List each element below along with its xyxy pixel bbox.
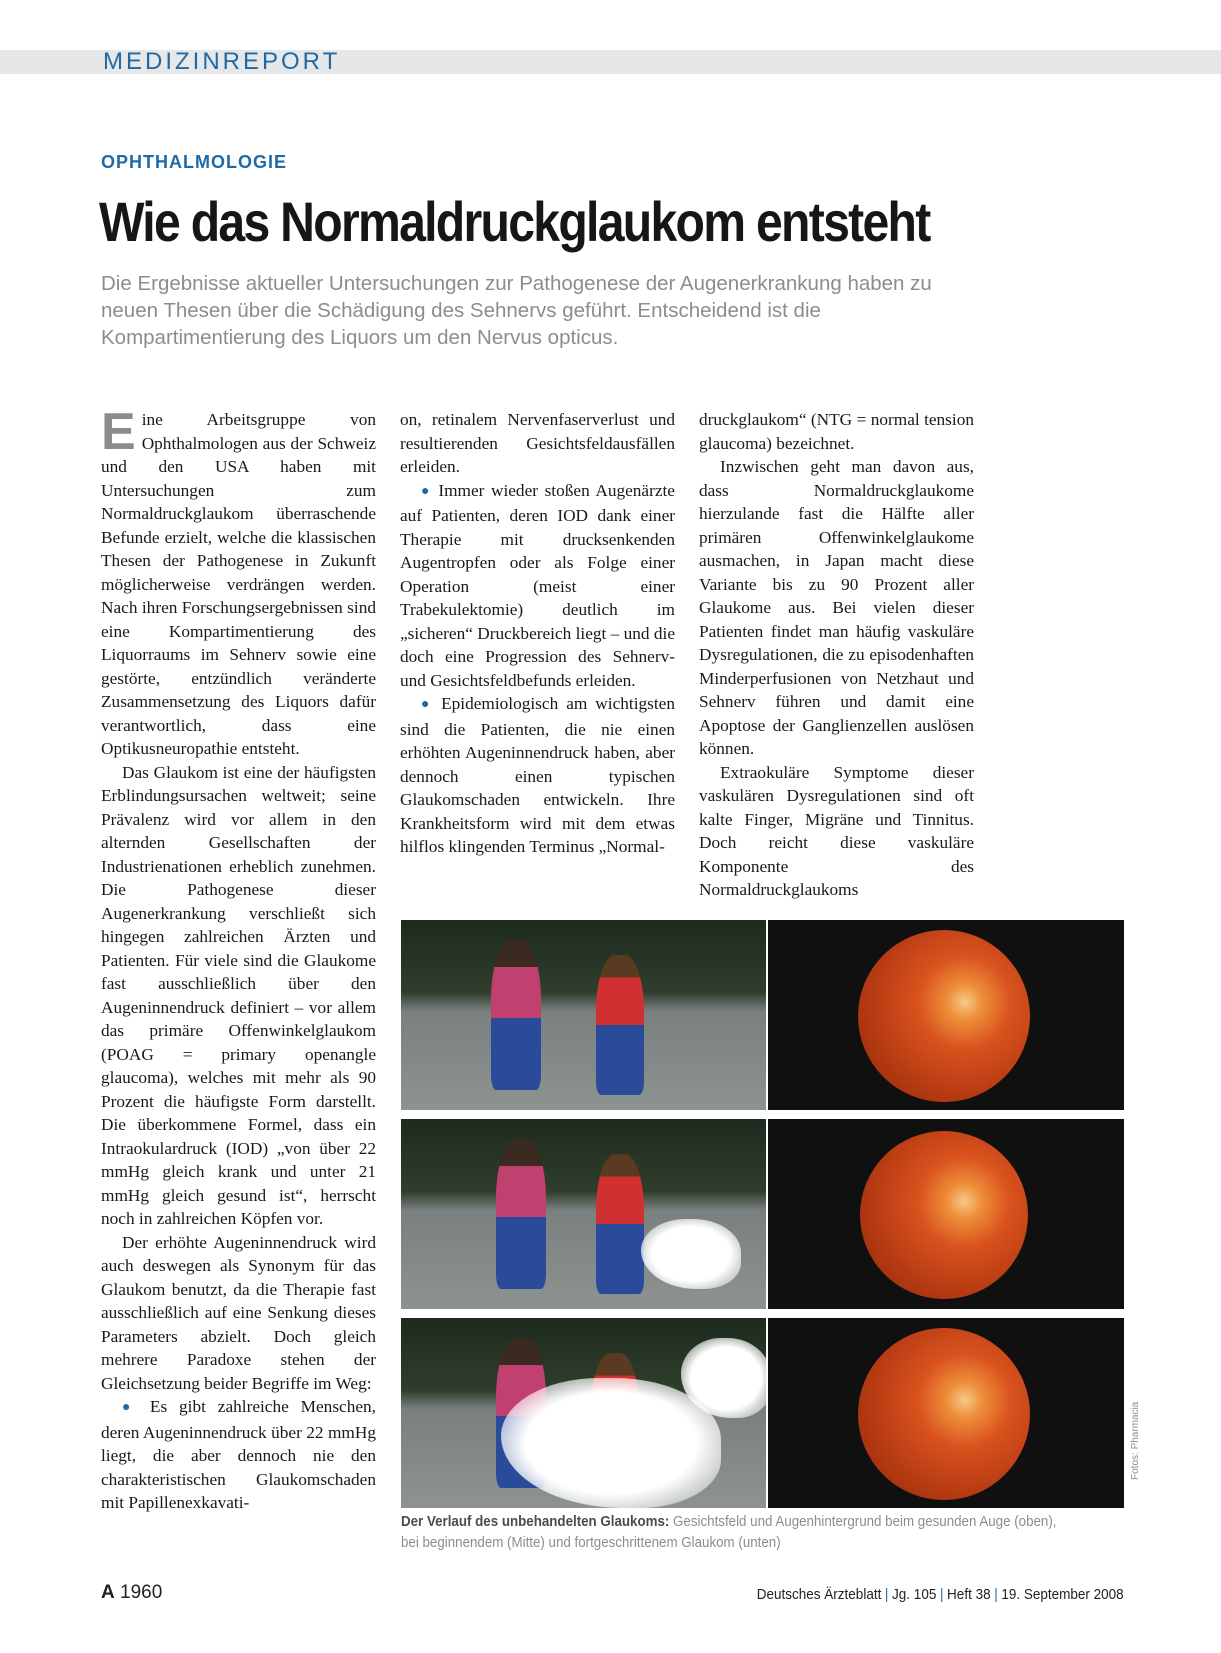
bullet-paragraph [400,479,675,693]
caption-text: Gesichtsfeld und Augenhintergrund beim gesunden Auge (oben), bei beginnendem (Mitte) und fortgeschrittenem Glaukom (unten) [401,1514,1057,1551]
section-label: MEDIZINREPORT [103,48,341,75]
text-column-2 [400,408,675,859]
article-title: Wie das Normaldruckglaukom entsteht [99,190,930,253]
page-number [101,1582,162,1604]
bullet-paragraph [400,692,675,859]
paragraph-text: Epidemiologisch am wichtigsten sind die Patienten, die nie einen erhöhten Augeninnendruck haben, aber dennoch einen typischen Glaukomschaden entwickeln. Ihre Krankheitsform wird mit dem etwas hilflos klingenden Terminus „Normal- [400,694,675,856]
article-kicker: OPHTHALMOLOGIE [101,152,287,172]
fundus-photo-early [768,1119,1124,1309]
footer-info [757,1586,1124,1603]
paragraph-text: Es gibt zahlreiche Menschen, deren Augeninnendruck über 22 mmHg liegt, die aber dennoch nie den charakteristischen Glaukomschaden mit Papillenexkavati- [101,1397,376,1512]
fundus-photo-advanced [768,1318,1124,1508]
paragraph: Inzwischen geht man davon aus, dass Normaldruckglaukome hierzulande fast die Hälfte aller primären Offenwinkelglaukome ausmachen, in Japan macht diese Variante bis zu 90 Prozent aller Glaukome aus. Bei vielen dieser Patienten findet man häufig vaskuläre Dysregulationen, die zu episodenhaften Minderperfusionen von Netzhaut und Sehnerv führen und damit eine Apoptose der Ganglienzellen auslösen können. [699,457,974,758]
paragraph: Der erhöhte Augeninnendruck wird auch deswegen als Synonym für das Glaukom benutzt, da die Therapie fast ausschließlich auf eine Senkung dieses Parameters abzielt. Doch gleich mehrere Paradoxe stehen der Gleichsetzung beider Begriffe im Weg: [101,1232,376,1393]
page-number-value: 1960 [120,1582,163,1603]
caption-title: Der Verlauf des unbehandelten Glaukoms: [401,1514,670,1530]
visual-field-photo-healthy [401,920,766,1110]
issue-date: 19. September 2008 [1001,1586,1124,1603]
child-figure [496,1139,546,1289]
paragraph [101,403,376,761]
separator: | [994,1586,999,1603]
paragraph: on, retinalem Nervenfaserverlust und resultierenden Gesichtsfeldausfällen erleiden. [400,410,675,476]
child-figure [596,955,644,1095]
glaucoma-figure [401,920,1124,1513]
child-figure [491,940,541,1090]
paragraph: Das Glaukom ist eine der häufigsten Erblindungsursachen weltweit; seine Prävalenz wird vor allem in den alternden Gesellschaften der Industrienationen erheblich zunehmen. Die Pathogenese dieser Augenerkrankung verschließt sich hingegen zahlreichen Ärzten und Patienten. Für viele sind die Glaukome fast ausschließlich über den Augeninnendruck definiert – vor allem das primäre Offenwinkelglaukom (POAG = primary openangle glaucoma), welches mit mehr als 90 Prozent die häufigste Form darstellt. Die überkommene Formel, dass ein Intraokulardruck (IOD) „von über 22 mmHg gleich krank und unter 21 mmHg gleich gesund ist“, herrscht noch in zahlreichen Köpfen vor. [101,762,376,1228]
paragraph: Extraokuläre Symptome dieser vaskulären Dysregulationen sind oft kalte Finger, Migräne und Tinnitus. Doch reicht diese vaskuläre Komponente des Normaldruckglaukoms [699,762,974,899]
fundus-disc [860,1131,1028,1299]
figure-caption [401,1512,1063,1554]
child-figure [596,1154,644,1294]
paragraph-text: Immer wieder stoßen Augenärzte auf Patienten, deren IOD dank einer Therapie mit drucksenkenden Augentropfen oder als Folge einer Operation (meist einer Trabekulektomie) deutlich im „sicheren“ Druckbereich liegt – und die doch eine Progression des Sehnerv- und Gesichtsfeldbefunds erleiden. [400,480,675,690]
photo-credit: Fotos: Pharmacia [1130,1401,1141,1480]
visual-field-defect [641,1219,741,1289]
visual-field-photo-advanced [401,1318,766,1508]
separator: | [940,1586,944,1603]
separator: | [885,1586,889,1603]
bullet-icon: ● [421,697,434,712]
text-column-1 [101,403,376,1515]
paragraph-text: ine Arbeitsgruppe von Ophthalmologen aus der Schweiz und den USA haben mit Untersuchungen zum Normaldruckglaukom überraschende Befunde erzielt, welche die klassischen Thesen der Pathogenese in Zukunft möglicherweise verdrängen werden. Nach ihren Forschungsergebnissen sind eine Kompartimentierung des Liquorraums im Sehnerv sowie eine gestörte, entzündlich veränderte Zusammensetzung des Liquors dafür verantwortlich, dass eine Optikusneuropathie entsteht. [101,410,376,758]
article-lead: Die Ergebnisse aktueller Untersuchungen zur Pathogenese der Augenerkrankung haben zu neuen Thesen über die Schädigung des Sehnervs geführt. Entscheidend ist die Kompartimentierung des Liquors um den Nervus opticus. [101,272,932,349]
text-column-3 [699,408,974,902]
volume: Jg. 105 [892,1586,937,1603]
bullet-icon: ● [421,483,432,499]
journal-name: Deutsches Ärzteblatt [757,1586,882,1603]
paragraph: druckglaukom“ (NTG = normal tension glaucoma) bezeichnet. [699,410,974,453]
issue: Heft 38 [947,1586,991,1603]
bullet-paragraph [101,1395,376,1515]
drop-cap: E [101,403,136,461]
bullet-icon: ● [122,1400,139,1415]
visual-field-photo-early [401,1119,766,1309]
fundus-disc [858,930,1030,1102]
fundus-disc [858,1328,1030,1500]
fundus-photo-healthy [768,920,1124,1110]
page-prefix: A [101,1582,115,1603]
